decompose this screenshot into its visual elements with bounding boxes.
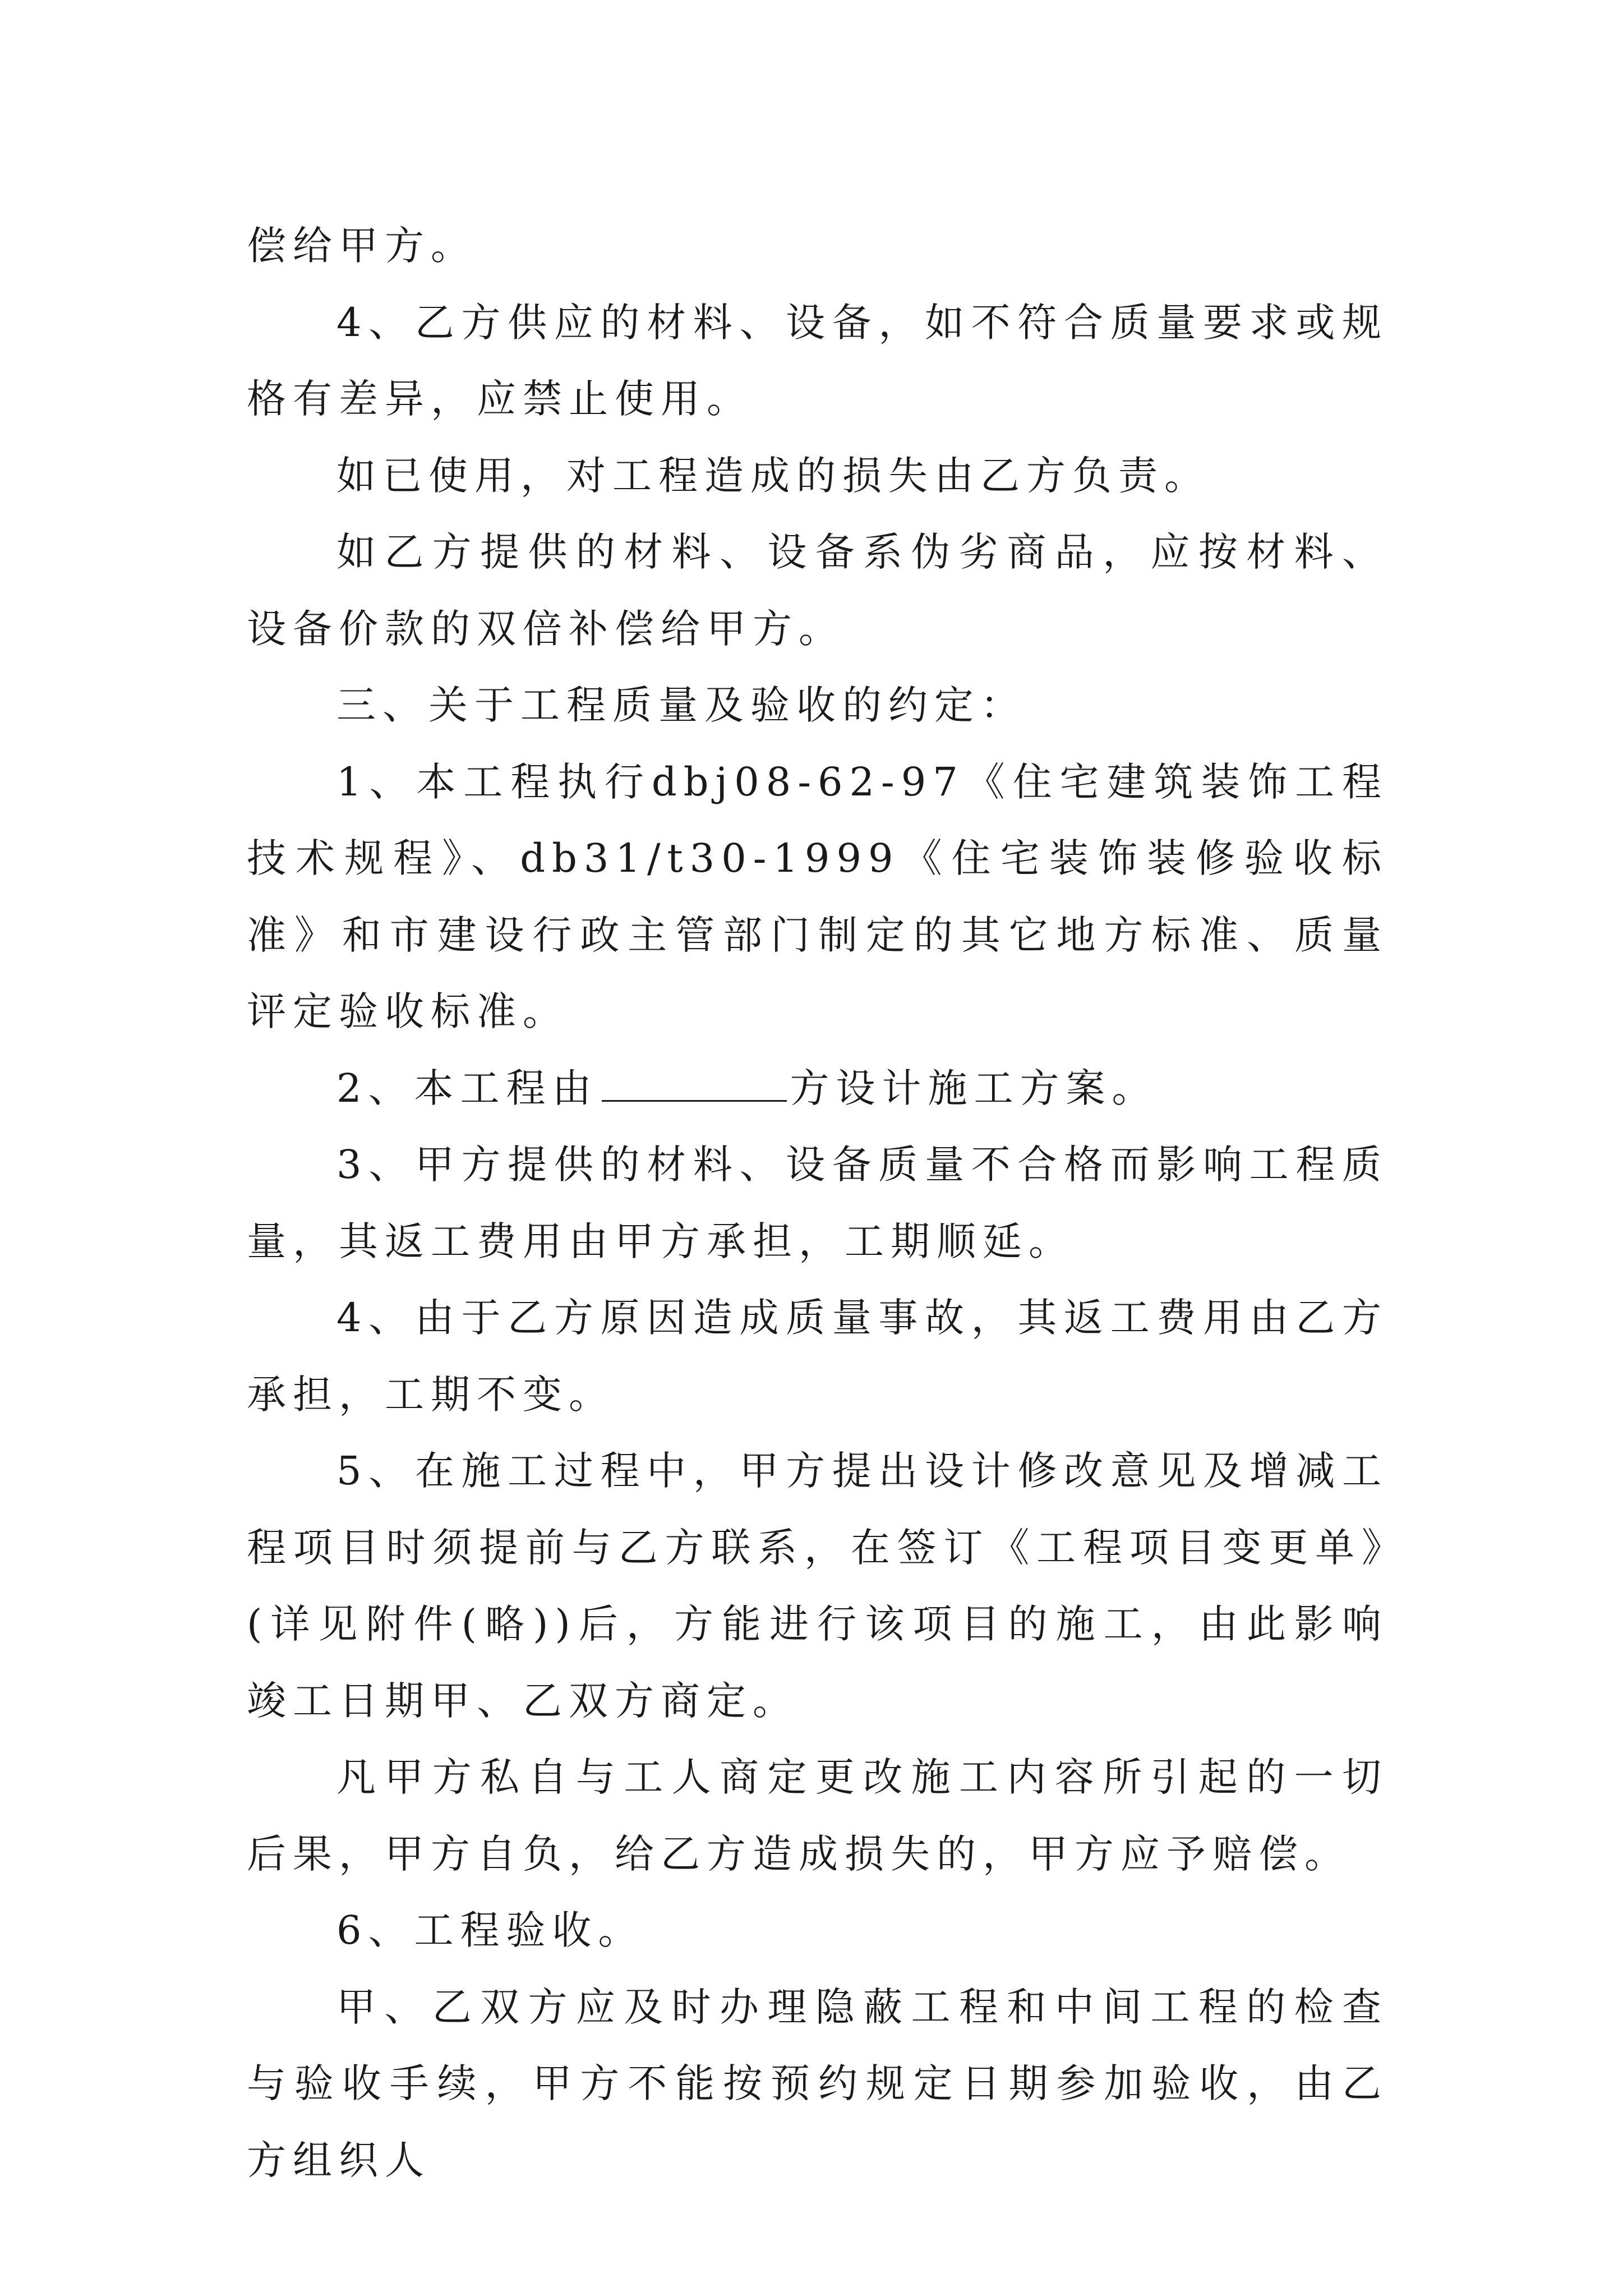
paragraph-clause-4-materials: 4、乙方供应的材料、设备，如不符合质量要求或规格有差异，应禁止使用。 bbox=[247, 299, 1388, 422]
document-body bbox=[247, 208, 1388, 2198]
paragraph-clause-3-rework: 3、甲方提供的材料、设备质量不合格而影响工程质量，其返工费用由甲方承担，工期顺延。 bbox=[247, 1142, 1388, 1264]
paragraph-if-used: 如已使用，对工程造成的损失由乙方负责。 bbox=[336, 452, 1210, 499]
paragraph-counterfeit: 如乙方提供的材料、设备系伪劣商品，应按材料、设备价款的双倍补偿给甲方。 bbox=[247, 529, 1388, 652]
paragraph-clause-4-accident: 4、由于乙方原因造成质量事故，其返工费用由乙方承担，工期不变。 bbox=[247, 1295, 1388, 1418]
paragraph-continuation: 偿给甲方。 bbox=[247, 223, 477, 269]
paragraph-private-changes: 凡甲方私自与工人商定更改施工内容所引起的一切后果，甲方自负，给乙方造成损失的，甲方应予赔偿。 bbox=[247, 1754, 1388, 1877]
paragraph-clause-6-acceptance: 6、工程验收。 bbox=[336, 1907, 644, 1953]
paragraph-acceptance-procedure: 甲、乙双方应及时办理隐蔽工程和中间工程的检查与验收手续，甲方不能按预约规定日期参加验收，由乙方组织人 bbox=[247, 1984, 1388, 2183]
section-heading-quality: 三、关于工程质量及验收的约定： bbox=[336, 682, 1026, 728]
paragraph-clause-2-design bbox=[247, 1050, 1388, 1127]
paragraph-clause-5-changes: 5、在施工过程中，甲方提出设计修改意见及增减工程项目时须提前与乙方联系，在签订《工程项目变更单》(详见附件(略))后，方能进行该项目的施工，由此影响竣工日期甲、乙双方商定。 bbox=[247, 1448, 1388, 1724]
clause-2-text-before: 2、本工程由 bbox=[336, 1065, 598, 1111]
paragraph-clause-1-standards: 1、本工程执行dbj08-62-97《住宅建筑装饰工程技术规程》、db31/t30-1999《住宅装饰装修验收标准》和市建设行政主管部门制定的其它地方标准、质量评定验收标准。 bbox=[247, 758, 1388, 1034]
designer-blank-field[interactable] bbox=[602, 1061, 787, 1102]
clause-2-text-after: 方设计施工方案。 bbox=[790, 1065, 1158, 1111]
